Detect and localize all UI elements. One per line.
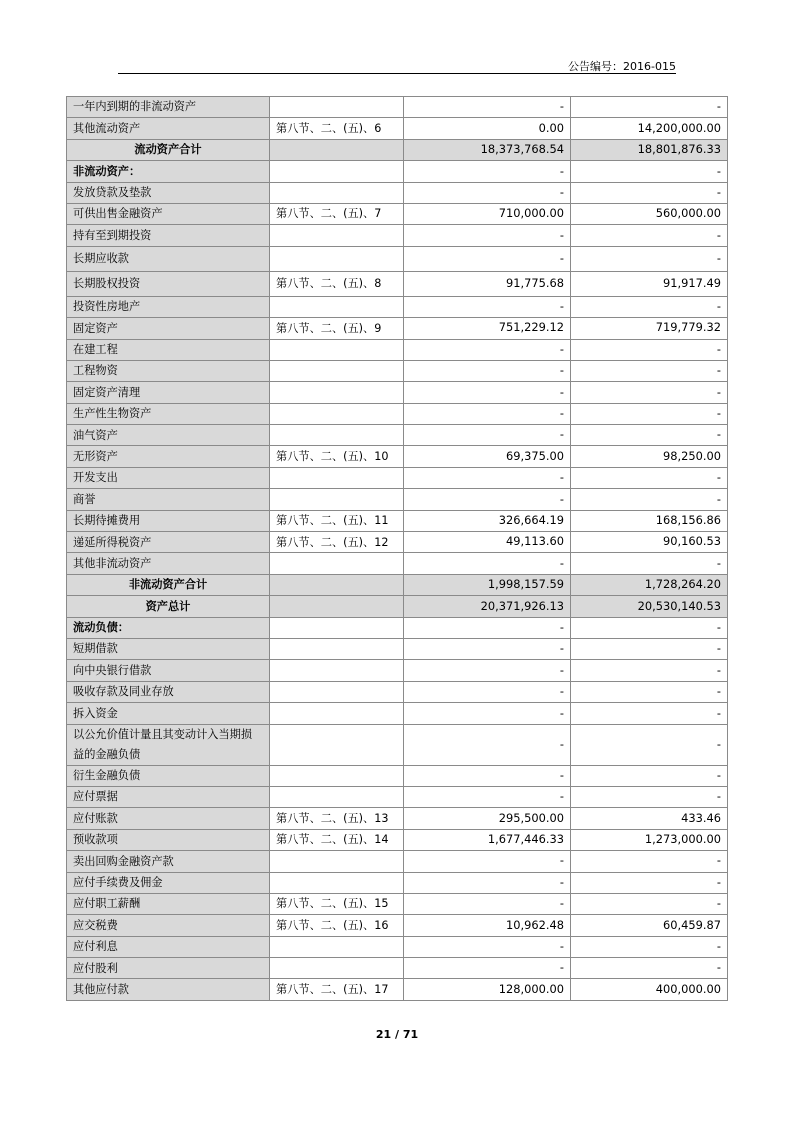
- note-reference-cell: [270, 936, 404, 957]
- line-item-cell: 衍生金融负债: [67, 765, 270, 786]
- table-row: [67, 703, 728, 724]
- note-reference-cell: 第八节、二、(五)、13: [270, 808, 404, 829]
- table-row: [67, 638, 728, 659]
- line-item-cell: 生产性生物资产: [67, 403, 270, 424]
- note-reference-cell: [270, 182, 404, 203]
- line-item-cell: 吸收存款及同业存放: [67, 681, 270, 702]
- current-period-amount-cell: -: [404, 703, 571, 724]
- note-reference-cell: [270, 246, 404, 271]
- current-period-amount-cell: -: [404, 765, 571, 786]
- current-period-amount-cell: -: [404, 182, 571, 203]
- table-row: [67, 660, 728, 681]
- note-reference-cell: [270, 360, 404, 381]
- note-reference-cell: [270, 786, 404, 807]
- prior-period-amount-cell: 433.46: [571, 808, 728, 829]
- prior-period-amount-cell: -: [571, 958, 728, 979]
- prior-period-amount-cell: -: [571, 765, 728, 786]
- current-period-amount-cell: 326,664.19: [404, 510, 571, 531]
- current-period-amount-cell: 18,373,768.54: [404, 139, 571, 160]
- prior-period-amount-cell: -: [571, 660, 728, 681]
- line-item-cell: 拆入资金: [67, 703, 270, 724]
- line-item-cell: 其他应付款: [67, 979, 270, 1000]
- table-row: [67, 118, 728, 139]
- note-reference-cell: 第八节、二、(五)、7: [270, 203, 404, 224]
- line-item-cell: 资产总计: [67, 596, 270, 617]
- line-item-cell: 应付职工薪酬: [67, 893, 270, 914]
- line-item-cell: 投资性房地产: [67, 296, 270, 317]
- prior-period-amount-cell: -: [571, 97, 728, 118]
- prior-period-amount-cell: 20,530,140.53: [571, 596, 728, 617]
- table-row: [67, 979, 728, 1000]
- table-row: [67, 596, 728, 617]
- table-row: [67, 296, 728, 317]
- prior-period-amount-cell: 168,156.86: [571, 510, 728, 531]
- line-item-cell: 非流动资产合计: [67, 574, 270, 595]
- current-period-amount-cell: -: [404, 893, 571, 914]
- current-period-amount-cell: 10,962.48: [404, 915, 571, 936]
- line-item-cell: 其他非流动资产: [67, 553, 270, 574]
- prior-period-amount-cell: -: [571, 403, 728, 424]
- table-row: [67, 271, 728, 296]
- current-period-amount-cell: -: [404, 161, 571, 182]
- current-period-amount-cell: -: [404, 246, 571, 271]
- table-row: [67, 553, 728, 574]
- table-row: [67, 425, 728, 446]
- table-row: [67, 467, 728, 488]
- prior-period-amount-cell: 18,801,876.33: [571, 139, 728, 160]
- note-reference-cell: [270, 703, 404, 724]
- note-reference-cell: [270, 765, 404, 786]
- prior-period-amount-cell: 91,917.49: [571, 271, 728, 296]
- line-item-cell: 卖出回购金融资产款: [67, 851, 270, 872]
- current-period-amount-cell: -: [404, 360, 571, 381]
- table-row: [67, 382, 728, 403]
- note-reference-cell: [270, 489, 404, 510]
- line-item-cell: 流动资产合计: [67, 139, 270, 160]
- line-item-cell: 应付股利: [67, 958, 270, 979]
- prior-period-amount-cell: 14,200,000.00: [571, 118, 728, 139]
- note-reference-cell: 第八节、二、(五)、6: [270, 118, 404, 139]
- prior-period-amount-cell: -: [571, 724, 728, 765]
- table-row: [67, 360, 728, 381]
- table-row: [67, 893, 728, 914]
- prior-period-amount-cell: 719,779.32: [571, 318, 728, 339]
- table-row: [67, 318, 728, 339]
- table-row: [67, 574, 728, 595]
- note-reference-cell: [270, 339, 404, 360]
- table-row: [67, 936, 728, 957]
- table-row: [67, 139, 728, 160]
- prior-period-amount-cell: 1,728,264.20: [571, 574, 728, 595]
- line-item-cell: 固定资产: [67, 318, 270, 339]
- current-period-amount-cell: 69,375.00: [404, 446, 571, 467]
- table-row: [67, 339, 728, 360]
- current-period-amount-cell: -: [404, 403, 571, 424]
- note-reference-cell: 第八节、二、(五)、15: [270, 893, 404, 914]
- prior-period-amount-cell: -: [571, 893, 728, 914]
- line-item-cell: 以公允价值计量且其变动计入当期损益的金融负债: [67, 724, 270, 765]
- table-row: [67, 225, 728, 246]
- current-period-amount-cell: -: [404, 617, 571, 638]
- table-row: [67, 161, 728, 182]
- table-row: [67, 681, 728, 702]
- table-row: [67, 808, 728, 829]
- line-item-cell: 长期股权投资: [67, 271, 270, 296]
- prior-period-amount-cell: -: [571, 296, 728, 317]
- line-item-cell: 一年内到期的非流动资产: [67, 97, 270, 118]
- table-row: [67, 403, 728, 424]
- table-row: [67, 724, 728, 765]
- prior-period-amount-cell: -: [571, 225, 728, 246]
- line-item-cell: 持有至到期投资: [67, 225, 270, 246]
- note-reference-cell: [270, 553, 404, 574]
- table-row: [67, 97, 728, 118]
- note-reference-cell: [270, 574, 404, 595]
- current-period-amount-cell: -: [404, 872, 571, 893]
- current-period-amount-cell: 710,000.00: [404, 203, 571, 224]
- line-item-cell: 工程物资: [67, 360, 270, 381]
- prior-period-amount-cell: 1,273,000.00: [571, 829, 728, 850]
- note-reference-cell: [270, 851, 404, 872]
- prior-period-amount-cell: -: [571, 425, 728, 446]
- note-reference-cell: [270, 97, 404, 118]
- table-row: [67, 872, 728, 893]
- note-reference-cell: [270, 382, 404, 403]
- current-period-amount-cell: -: [404, 382, 571, 403]
- note-reference-cell: 第八节、二、(五)、12: [270, 532, 404, 553]
- note-reference-cell: 第八节、二、(五)、16: [270, 915, 404, 936]
- current-period-amount-cell: -: [404, 936, 571, 957]
- current-period-amount-cell: 20,371,926.13: [404, 596, 571, 617]
- line-item-cell: 递延所得税资产: [67, 532, 270, 553]
- current-period-amount-cell: 1,998,157.59: [404, 574, 571, 595]
- current-period-amount-cell: -: [404, 339, 571, 360]
- prior-period-amount-cell: 90,160.53: [571, 532, 728, 553]
- prior-period-amount-cell: -: [571, 553, 728, 574]
- note-reference-cell: [270, 660, 404, 681]
- line-item-cell: 应付手续费及佣金: [67, 872, 270, 893]
- current-period-amount-cell: 751,229.12: [404, 318, 571, 339]
- note-reference-cell: [270, 467, 404, 488]
- current-period-amount-cell: 128,000.00: [404, 979, 571, 1000]
- note-reference-cell: [270, 425, 404, 446]
- note-reference-cell: [270, 724, 404, 765]
- prior-period-amount-cell: -: [571, 182, 728, 203]
- table-row: [67, 446, 728, 467]
- line-item-cell: 应交税费: [67, 915, 270, 936]
- current-period-amount-cell: -: [404, 786, 571, 807]
- note-reference-cell: [270, 161, 404, 182]
- prior-period-amount-cell: -: [571, 467, 728, 488]
- balance-sheet-table: [66, 96, 728, 1001]
- current-period-amount-cell: -: [404, 489, 571, 510]
- prior-period-amount-cell: -: [571, 936, 728, 957]
- table-row: [67, 851, 728, 872]
- prior-period-amount-cell: -: [571, 638, 728, 659]
- table-row: [67, 915, 728, 936]
- prior-period-amount-cell: -: [571, 872, 728, 893]
- prior-period-amount-cell: -: [571, 246, 728, 271]
- line-item-cell: 短期借款: [67, 638, 270, 659]
- note-reference-cell: [270, 225, 404, 246]
- prior-period-amount-cell: 98,250.00: [571, 446, 728, 467]
- prior-period-amount-cell: 60,459.87: [571, 915, 728, 936]
- current-period-amount-cell: -: [404, 553, 571, 574]
- current-period-amount-cell: -: [404, 724, 571, 765]
- prior-period-amount-cell: -: [571, 161, 728, 182]
- note-reference-cell: [270, 139, 404, 160]
- prior-period-amount-cell: -: [571, 489, 728, 510]
- note-reference-cell: 第八节、二、(五)、10: [270, 446, 404, 467]
- note-reference-cell: [270, 681, 404, 702]
- current-period-amount-cell: -: [404, 638, 571, 659]
- prior-period-amount-cell: -: [571, 851, 728, 872]
- line-item-cell: 无形资产: [67, 446, 270, 467]
- line-item-cell: 长期应收款: [67, 246, 270, 271]
- line-item-cell: 长期待摊费用: [67, 510, 270, 531]
- table-row: [67, 246, 728, 271]
- table-row: [67, 182, 728, 203]
- table-row: [67, 829, 728, 850]
- line-item-cell: 其他流动资产: [67, 118, 270, 139]
- prior-period-amount-cell: -: [571, 681, 728, 702]
- table-row: [67, 532, 728, 553]
- note-reference-cell: [270, 617, 404, 638]
- line-item-cell: 油气资产: [67, 425, 270, 446]
- current-period-amount-cell: 49,113.60: [404, 532, 571, 553]
- prior-period-amount-cell: -: [571, 339, 728, 360]
- note-reference-cell: [270, 958, 404, 979]
- page-number: 21 / 71: [375, 1028, 419, 1041]
- table-row: [67, 786, 728, 807]
- current-period-amount-cell: -: [404, 296, 571, 317]
- line-item-cell: 应付利息: [67, 936, 270, 957]
- current-period-amount-cell: 295,500.00: [404, 808, 571, 829]
- current-period-amount-cell: -: [404, 467, 571, 488]
- balance-sheet-body: [67, 97, 728, 1001]
- line-item-cell: 开发支出: [67, 467, 270, 488]
- table-row: [67, 617, 728, 638]
- note-reference-cell: 第八节、二、(五)、9: [270, 318, 404, 339]
- line-item-cell: 发放贷款及垫款: [67, 182, 270, 203]
- prior-period-amount-cell: -: [571, 382, 728, 403]
- note-reference-cell: [270, 872, 404, 893]
- line-item-cell: 非流动资产：: [67, 161, 270, 182]
- line-item-cell: 在建工程: [67, 339, 270, 360]
- line-item-cell: 预收款项: [67, 829, 270, 850]
- prior-period-amount-cell: 400,000.00: [571, 979, 728, 1000]
- prior-period-amount-cell: -: [571, 786, 728, 807]
- current-period-amount-cell: -: [404, 958, 571, 979]
- current-period-amount-cell: -: [404, 97, 571, 118]
- prior-period-amount-cell: -: [571, 617, 728, 638]
- announcement-number: 公告编号：2016-015: [568, 60, 676, 73]
- line-item-cell: 商誉: [67, 489, 270, 510]
- line-item-cell: 固定资产清理: [67, 382, 270, 403]
- prior-period-amount-cell: 560,000.00: [571, 203, 728, 224]
- note-reference-cell: 第八节、二、(五)、14: [270, 829, 404, 850]
- table-row: [67, 765, 728, 786]
- table-row: [67, 489, 728, 510]
- note-reference-cell: 第八节、二、(五)、17: [270, 979, 404, 1000]
- current-period-amount-cell: -: [404, 851, 571, 872]
- current-period-amount-cell: -: [404, 225, 571, 246]
- note-reference-cell: [270, 596, 404, 617]
- prior-period-amount-cell: -: [571, 703, 728, 724]
- current-period-amount-cell: -: [404, 425, 571, 446]
- table-row: [67, 510, 728, 531]
- note-reference-cell: [270, 296, 404, 317]
- table-row: [67, 958, 728, 979]
- note-reference-cell: 第八节、二、(五)、11: [270, 510, 404, 531]
- current-period-amount-cell: 1,677,446.33: [404, 829, 571, 850]
- line-item-cell: 可供出售金融资产: [67, 203, 270, 224]
- line-item-cell: 应付票据: [67, 786, 270, 807]
- header-divider: [118, 73, 676, 74]
- current-period-amount-cell: 0.00: [404, 118, 571, 139]
- current-period-amount-cell: -: [404, 681, 571, 702]
- current-period-amount-cell: -: [404, 660, 571, 681]
- table-row: [67, 203, 728, 224]
- prior-period-amount-cell: -: [571, 360, 728, 381]
- note-reference-cell: [270, 403, 404, 424]
- note-reference-cell: [270, 638, 404, 659]
- note-reference-cell: 第八节、二、(五)、8: [270, 271, 404, 296]
- current-period-amount-cell: 91,775.68: [404, 271, 571, 296]
- line-item-cell: 向中央银行借款: [67, 660, 270, 681]
- line-item-cell: 流动负债：: [67, 617, 270, 638]
- line-item-cell: 应付账款: [67, 808, 270, 829]
